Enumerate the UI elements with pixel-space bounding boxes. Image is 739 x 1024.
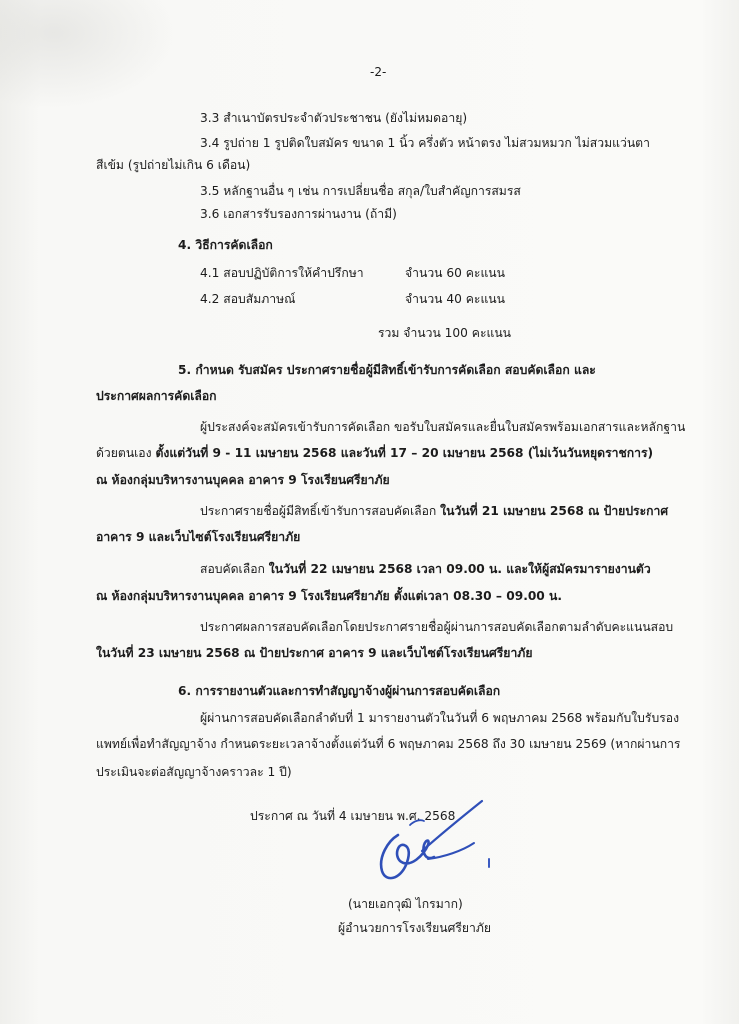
item-3-3: 3.3 สำเนาบัตรประจำตัวประชาชน (ยังไม่หมดอายุ) [200,111,468,125]
s5-p3-line1-plain: สอบคัดเลือก [200,562,269,576]
s5-p1-line2-plain: ด้วยตนเอง [96,446,156,460]
s6-line2: แพทย์เพื่อทำสัญญาจ้าง กำหนดระยะเวลาจ้างตั้งแต่วันที่ 6 พฤษภาคม 2568 ถึง 30 เมษายน 2569 (หากผ่านการ [96,737,681,751]
row-4-2-label: 4.2 สอบสัมภาษณ์ [200,292,296,306]
row-4-1-label: 4.1 สอบปฏิบัติการให้คำปรึกษา [200,266,364,280]
item-3-6: 3.6 เอกสารรับรองการผ่านงาน (ถ้ามี) [200,207,397,221]
signature-mark [488,858,490,868]
section-6-heading: 6. การรายงานตัวและการทำสัญญาจ้างผู้ผ่านการสอบคัดเลือก [178,684,501,698]
row-4-2-score: จำนวน 40 คะแนน [405,292,505,306]
signature-image [370,795,500,890]
s6-line1: ผู้ผ่านการสอบคัดเลือกลำดับที่ 1 มารายงานตัวในวันที่ 6 พฤษภาคม 2568 พร้อมกับใบรับรอง [200,711,680,725]
page-number: -2- [370,65,387,79]
s5-p2-line1-plain: ประกาศรายชื่อผู้มีสิทธิ์เข้ารับการสอบคัดเลือก [200,504,441,518]
signer-name: (นายเอกวุฒิ ไกรมาก) [348,897,463,911]
scan-shadow [0,0,180,110]
s5-p4-line2: ในวันที่ 23 เมษายน 2568 ณ ป้ายประกาศ อาคาร 9 และเว็บไซต์โรงเรียนศรียาภัย [96,646,533,660]
s5-p2-line1-bold: ในวันที่ 21 เมษายน 2568 ณ ป้ายประกาศ [440,504,669,518]
section-5-heading-cont: ประกาศผลการคัดเลือก [96,389,217,403]
signer-title: ผู้อำนวยการโรงเรียนศรียาภัย [338,921,492,935]
announcement-date: ประกาศ ณ วันที่ 4 เมษายน พ.ศ. 2568 [250,809,456,823]
section-4-heading: 4. วิธีการคัดเลือก [178,238,273,252]
s5-p3-line2: ณ ห้องกลุ่มบริหารงานบุคคล อาคาร 9 โรงเรียนศรียาภัย ตั้งแต่เวลา 08.30 – 09.00 น. [96,589,562,603]
s5-p4-line1: ประกาศผลการสอบคัดเลือกโดยประกาศรายชื่อผู้ผ่านการสอบคัดเลือกตามลำดับคะแนนสอบ [200,620,674,634]
item-3-5: 3.5 หลักฐานอื่น ๆ เช่น การเปลี่ยนชื่อ สกุล/ใบสำคัญการสมรส [200,184,521,198]
s5-p2-line1 [200,503,668,519]
section-5-heading: 5. กำหนด รับสมัคร ประกาศรายชื่อผู้มีสิทธิ์เข้ารับการคัดเลือก สอบคัดเลือก และ [178,363,596,377]
s6-line3: ประเมินจะต่อสัญญาจ้างคราวละ 1 ปี) [96,765,292,779]
s5-p2-line2: อาคาร 9 และเว็บไซต์โรงเรียนศรียาภัย [96,530,301,544]
s5-p3-line1 [200,561,651,577]
s5-p1-line2-bold: ตั้งแต่วันที่ 9 - 11 เมษายน 2568 และวันที่ 17 – 20 เมษายน 2568 (ไม่เว้นวันหยุดราชการ) [155,446,654,460]
s5-p3-line1-bold: ในวันที่ 22 เมษายน 2568 เวลา 09.00 น. และให้ผู้สมัครมารายงานตัว [268,562,651,576]
row-4-1-score: จำนวน 60 คะแนน [405,266,505,280]
item-3-4-cont: สีเข้ม (รูปถ่ายไม่เกิน 6 เดือน) [96,158,251,172]
item-3-4: 3.4 รูปถ่าย 1 รูปติดใบสมัคร ขนาด 1 นิ้ว ครึ่งตัว หน้าตรง ไม่สวมหมวก ไม่สวมแว่นตา [200,136,650,150]
s5-p1-line3: ณ ห้องกลุ่มบริหารงานบุคคล อาคาร 9 โรงเรียนศรียาภัย [96,473,390,487]
score-total: รวม จำนวน 100 คะแนน [378,326,512,340]
s5-p1-line2 [96,445,653,461]
s5-p1-line1: ผู้ประสงค์จะสมัครเข้ารับการคัดเลือก ขอรับใบสมัครและยื่นใบสมัครพร้อมเอกสารและหลักฐาน [200,420,686,434]
